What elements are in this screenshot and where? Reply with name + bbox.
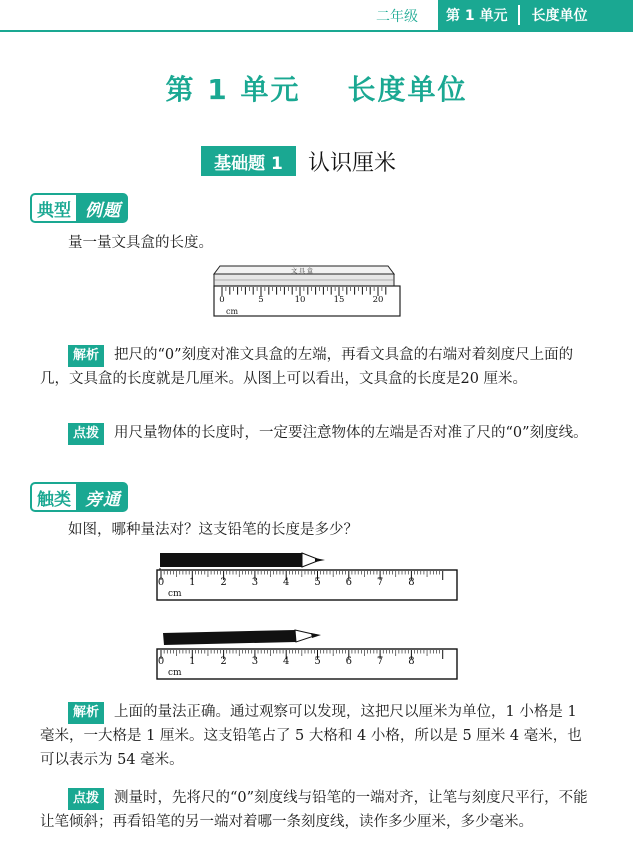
example-tip [40, 421, 592, 445]
unit-title: 第 1 单元 长度单位 [165, 73, 468, 106]
running-header [0, 0, 633, 34]
ruler-tick-label: 2 [220, 577, 227, 588]
section-title: 认识厘米 [308, 151, 397, 176]
ruler-tick-label: 0 [157, 656, 165, 667]
ruler-bottom-unit: cm [168, 668, 182, 678]
pencil-top-lead [315, 558, 325, 562]
ruler-tick-label: 3 [251, 656, 259, 667]
unit-number: 第 1 单元 [446, 5, 520, 25]
ruler-tick-label: 7 [376, 577, 384, 588]
analysis-text: 上面的量法正确。通过观察可以发现，这把尺以厘米为单位，1 小格是 1 毫米，一大格是 1 厘米。这支铅笔占了 5 大格和 4 小格，所以是 5 厘米 4 毫米，也可以表示为 54 毫米。 [40, 704, 582, 768]
section-badge: 基础题 1 [201, 146, 296, 176]
ruler-tick-label: 8 [408, 656, 415, 667]
ruler-tick-label: 4 [283, 577, 290, 588]
pencil-box-label: 文 具 盒 [291, 268, 313, 275]
unit-tab [438, 0, 633, 30]
pencil-ruler-bottom [155, 627, 460, 683]
ruler-tick-label: 5 [258, 295, 264, 305]
ruler-tick-label: 0 [219, 295, 225, 305]
header-rule [0, 30, 633, 32]
tip-label: 点拨 [68, 788, 104, 810]
ruler-tick-label: 6 [345, 656, 352, 667]
ruler-tick-label: 7 [376, 656, 384, 667]
ruler-tick-label: 8 [408, 577, 415, 588]
analysis-text: 把尺的“0”刻度对准文具盒的左端，再看文具盒的右端对着刻度尺上面的几，文具盒的长度就是几厘米。从图上可以看出，文具盒的长度是20 厘米。 [40, 347, 574, 387]
practice-tip [40, 786, 592, 834]
pencil-bottom-lead [311, 633, 321, 638]
ruler-tick-label: 10 [294, 295, 306, 305]
ruler-tick-label: 5 [314, 656, 321, 667]
ruler-tick-label: 20 [372, 295, 384, 305]
tip-text: 用尺量物体的长度时，一定要注意物体的左端是否对准了尺的“0”刻度线。 [114, 425, 588, 441]
ruler-tick-label: 4 [283, 656, 290, 667]
ruler-tick-label: 5 [314, 577, 321, 588]
ruler-tick-label: 1 [189, 656, 196, 667]
example-tag-right: 例题 [78, 193, 128, 223]
analysis-label: 解析 [68, 345, 104, 367]
example-tag [30, 193, 128, 223]
practice-tag [30, 482, 128, 512]
unit-name: 长度单位 [531, 8, 588, 24]
practice-question: 如图，哪种量法对？这支铅笔的长度是多少？ [68, 522, 358, 538]
example-tag-left: 典型 [30, 193, 78, 223]
grade-label: 二年级 [376, 9, 418, 25]
small-ruler-unit: cm [226, 307, 239, 316]
tip-text: 测量时，先将尺的“0”刻度线与铅笔的一端对齐，让笔与刻度尺平行，不能让笔倾斜；再看铅笔的另一端对着哪一条刻度线，读作多少厘米，多少毫米。 [40, 790, 588, 830]
pencil-ruler-top [155, 551, 460, 603]
pencil-bottom-body [163, 630, 296, 645]
ruler-tick-label: 6 [345, 577, 352, 588]
pencil-box-figure [210, 262, 410, 320]
ruler-tick-label: 1 [189, 577, 196, 588]
ruler-tick-label: 2 [220, 656, 227, 667]
ruler-tick-label: 3 [251, 577, 259, 588]
ruler-top-unit: cm [168, 589, 182, 599]
practice-analysis [40, 700, 592, 772]
practice-tag-right: 旁通 [78, 482, 128, 512]
example-question: 量一量文具盒的长度。 [68, 235, 213, 251]
practice-tag-left: 触类 [30, 482, 78, 512]
example-analysis [40, 343, 592, 391]
ruler-tick-label: 15 [333, 295, 345, 305]
ruler-tick-label: 0 [157, 577, 165, 588]
analysis-label: 解析 [68, 702, 104, 724]
pencil-top-body [160, 553, 302, 567]
tip-label: 点拨 [68, 423, 104, 445]
